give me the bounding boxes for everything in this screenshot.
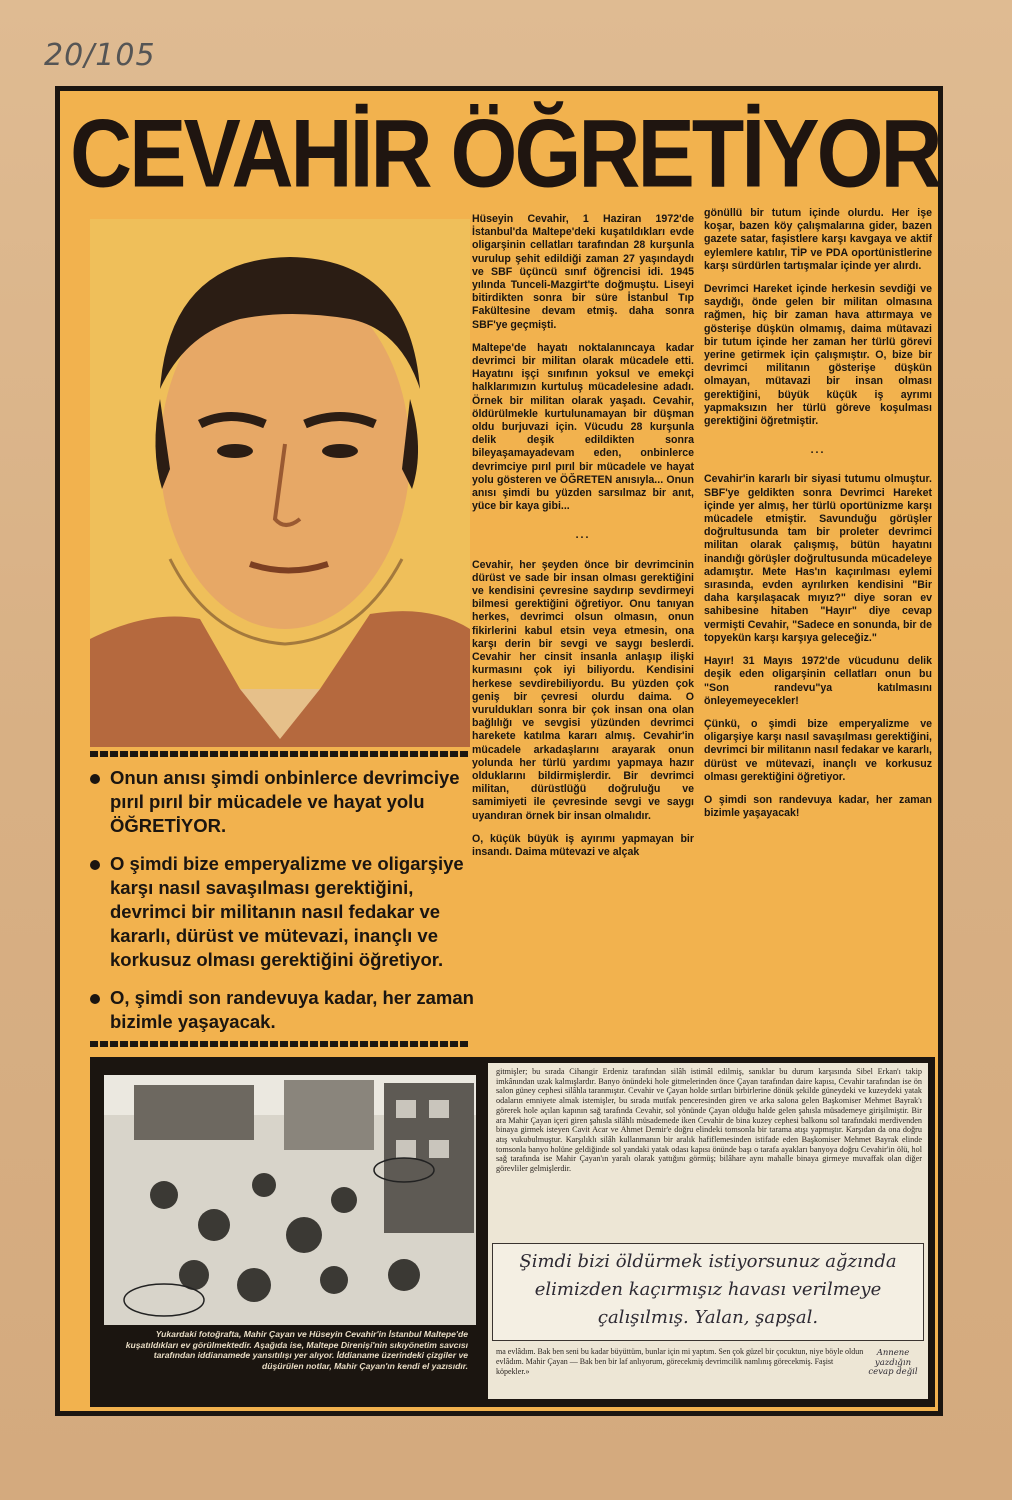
typed-text: ma evlâdım. Bak ben seni bu kadar büyüttüm, bunlar için mi yaptım. Sen çok güzel bir çocuktun, niye böyle oldun evlâdım. Mahir Çayan — Bak ben bir laf anlıyorum, görecekmiş devrimcilik namlınış görecekmiş. Faşist köpekler.» (496, 1347, 864, 1376)
section-divider: ... (575, 529, 591, 542)
section-divider: ... (810, 444, 826, 457)
paragraph: Cevahir, her şeyden önce bir devrimcinin dürüst ve sade bir insan olması gerektiğini ve kendisini çevresine saydırıp sevdirmeyi bilmesi gerektiğini öğretiyor. Onu tanıyan herkes, devrimci olsun olmasın, onun fikirlerini kabul etsin veya etmesin, ona karşı derin bir sevgi ve saygı beslerdi. Cevahir her cinsit insanla anlaşıp ilişki kurmasını çok iyi biliyordu. Kendisini herkese sevdirebiliyordu. Bu yüzden çok geniş bir çevresi olurdu daima. O vuruldukları sonra bir çok insan ona olan bağlılığı ve sevgisi yüzünden devrimci harekete katılma kararı almış. Cevahir'in mücadele arkadaşlarını arayarak onun yolunda her türlü yardımı yapmaya hazır olduklarını bildirmişlerdir. Bir devrimci militan, dürüstlüğü doğruluğu ve samimiyeti ile çevresinde sevgi ve saygı uyandıran örnek bir insan olmalıdır. (472, 558, 694, 822)
article-frame (55, 86, 943, 1416)
house-photo (104, 1075, 476, 1325)
stripe-rule (90, 751, 470, 757)
paragraph: Maltepe'de hayatı noktalanıncaya kadar devrimci bir militan olarak mücadele etti. Hayatını işçi sınıfının yoksul ve emekçi halklarımızın kurtuluş mücadelesine adadı. Örnek bir militan olarak yaşadı. Cevahir, öldürülmekle kurtulunamayan bir düşman oldu burjuvazi için. Vücudu 28 kurşunla delik deşik edildikten sonra bileyaşamayadevam eden, onbinlerce devrimciye pırıl pırıl bir mücadele ve hayat yolu gösteren ve ÖĞRETEN anısıyla... Onun anısı şimdi bu yüzden sarsılmaz bir anıt, yüce bir kaya gibi... (472, 341, 694, 513)
paragraph: Cevahir'in kararlı bir siyasi tutumu olmuştur. SBF'ye geldikten sonra Devrimci Hareket içinde yer almış, her türlü oportünizme karşı mücadele etmiştir. Savunduğu görüşler doğrultusunda tam bir proleter devrimci militan olarak çalışmış, bütün hayatını inandığı görüşler doğrultusunda mücadeleye adamıştır. Mete Has'ın kaçırılması eylemi sırasında, evden ayrılırken kendisini "Bir daha karşılaşacak mıyız?" diye soran ev sahibesine hitaben "Hayır" diye cevap vermişti Cevahir, "Sadece en sonunda, bir de topyekün karşı karşıya geleceğiz." (704, 473, 932, 644)
handwritten-margin-note: Annene yazdığın cevap değil (868, 1348, 918, 1377)
paragraph: Hüseyin Cevahir, 1 Haziran 1972'de İstanbul'da Maltepe'deki kuşatıldıkları evde oligarşinin cellatları tarafından 28 kurşunla vurulup şehit edildiği zaman 27 yaşındaydı ve SBF üçüncü sınıf öğrencisi idi. 1945 yılında Tunceli-Mazgirt'te doğmuştu. Liseyi bitirdikten sonra bir süre İstanbul Tıp Fakültesine devam etmiş. daha sonra SBF'ye geçmişti. (472, 213, 694, 331)
paragraph: Çünkü, o şimdi bize emperyalizme ve oligarşiye karşı nasıl savaşılması gerektiğini, devrimci bir militanın nasıl fedakar ve kararlı, dürüst ve mütevazi, inançlı ve korkusuz olması gerektiğini öğretiyor. (704, 717, 932, 783)
article-column-2 (704, 207, 932, 830)
house-illustration (104, 1075, 476, 1325)
article-column-1 (472, 213, 694, 869)
bottom-panel (90, 1057, 935, 1407)
portrait-illustration (90, 219, 470, 747)
archive-number: 20/105 (44, 38, 156, 73)
stripe-rule (90, 1041, 470, 1047)
portrait-photo (90, 219, 470, 747)
paragraph: O, küçük büyük iş ayırımı yapmayan bir insandı. Daima mütevazi ve alçak (472, 832, 694, 858)
paragraph: O şimdi son randevuya kadar, her zaman bizimle yaşayacak! (704, 793, 932, 820)
paragraph: Devrimci Hareket içinde herkesin sevdiği ve saydığı, önde gelen bir militan olmasına rağmen, hiç bir zaman hava attırmaya ve gösterişe düşkün olmamış, daima mütavazi bir tutum içinde her zaman her türlü görevi yerine getirmek için çalışmıştır. O, bize bir devrimci militanın gösterişe düşkün olmayan, mütavazi bir insan olması gerektiğini, büyük küçük iş ayrımı yapmaksızın her türlü göreve koşulması gerektiğini öğretmiştir. (704, 283, 932, 428)
bullet-item: O, şimdi son randevuya kadar, her zaman bizimle yaşayacak. (86, 986, 476, 1034)
paragraph: Hayır! 31 Mayıs 1972'de vücudunu delik deşik eden oligarşinin cellatları onun bu "Son randevu"ya katılmasını önleyemeyecekler! (704, 655, 932, 707)
photo-caption: Yukardaki fotoğrafta, Mahir Çayan ve Hüseyin Cevahir'in İstanbul Maltepe'de kuşatıldıkları ev görülmektedir. Aşağıda ise, Maltepe Direnişi'nin sıkıyönetim savcısı tarafından iddianamede yansıtılışı yer alıyor. İddianame üzerindeki çizgiler ve düşürülen notlar, Mahir Çayan'ın kendi el yazısıdır. (125, 1329, 468, 1371)
typed-text: gitmişler; bu sırada Cihangir Erdeniz tarafından silâh istimâl edilmiş, sanıklar bu durum karşısında Sibel Erkan'ı takip imkânından uzak kalmışlardır. Banyo önündeki hole gitmelerinden önce Çayan tarafından daire kapısı, Cevahir tarafından ise ön salon güney cephesi silâhla taranmıştır. Cevahir ve Çayan holde sırtları birbirlerine dönük şekilde güneydeki ve kuzeydeki yatak odaların emniyete almak istemişler, bu sırada mutfak penceresinden giren ve arka salona gelen Başkomiser Mehmet Bayrak'ı görerek hole açılan kapının sağ tarafında Cevahir, sol yönünde Çayan olduğu halde gelen şahısla müsademeye girişilmiştir. Bir ara Mahir Çayan içeri giren şahısla silâhlı müsademede iken Cevahir de bina kuzey cephesi balkonu sol tarafındaki merdivenden binaya girmek isteyen Cavit Acar ve Ahmet Demir'e doğru elindeki tomsonla bir tarama atışı yapmıştır. Karşıdan da ona doğru atış vukubulmuştur. Karşılıklı silâh kullanmanın bir aralık hafiflemesinden istifade eden Başkomiser Mehmet Bayrak elinde tomsonla banyo holüne geldiğinde sol yandaki yatak odası kapısı önünde başı o tarafa ayakları banyoya doğru Cevahir'in ölü, hol sağ tarafında ise Mahir Çayan'ın yaralı olarak yattığını görmüş; bilâhare aynı mahalle binaya girmeye muvaffak olan diğer görevliler gelmişlerdir. (496, 1067, 922, 1174)
indictment-document (488, 1063, 928, 1399)
handwritten-note: Şimdi bizi öldürmek istiyorsunuz ağzında elimizden kaçırmışız havası verilmeye çalışılmış. Yalan, şapşal. (492, 1243, 924, 1341)
bullet-item: Onun anısı şimdi onbinlerce devrimciye pırıl pırıl bir mücadele ve hayat yolu ÖĞRETİYOR. (86, 766, 476, 838)
highlight-bullets (86, 766, 476, 1048)
bullet-item: O şimdi bize emperyalizme ve oligarşiye karşı nasıl savaşılması gerektiğini, devrimci bir militanın nasıl fedakar ve kararlı, dürüst ve mütevazi, inançlı ve korkusuz olması gerektiğini öğretiyor. (86, 852, 476, 972)
paragraph: gönüllü bir tutum içinde olurdu. Her işe koşar, bazen köy çalışmalarına gider, bazen gazete satar, faşistlere karşı kavgaya ve aktif eylemlere katılır, TİP ve PDA oportünistlerine karşı sürdürlen tartışmalar içinde yer alırdı. (704, 207, 932, 272)
headline: CEVAHİR ÖĞRETİYOR (70, 100, 940, 208)
